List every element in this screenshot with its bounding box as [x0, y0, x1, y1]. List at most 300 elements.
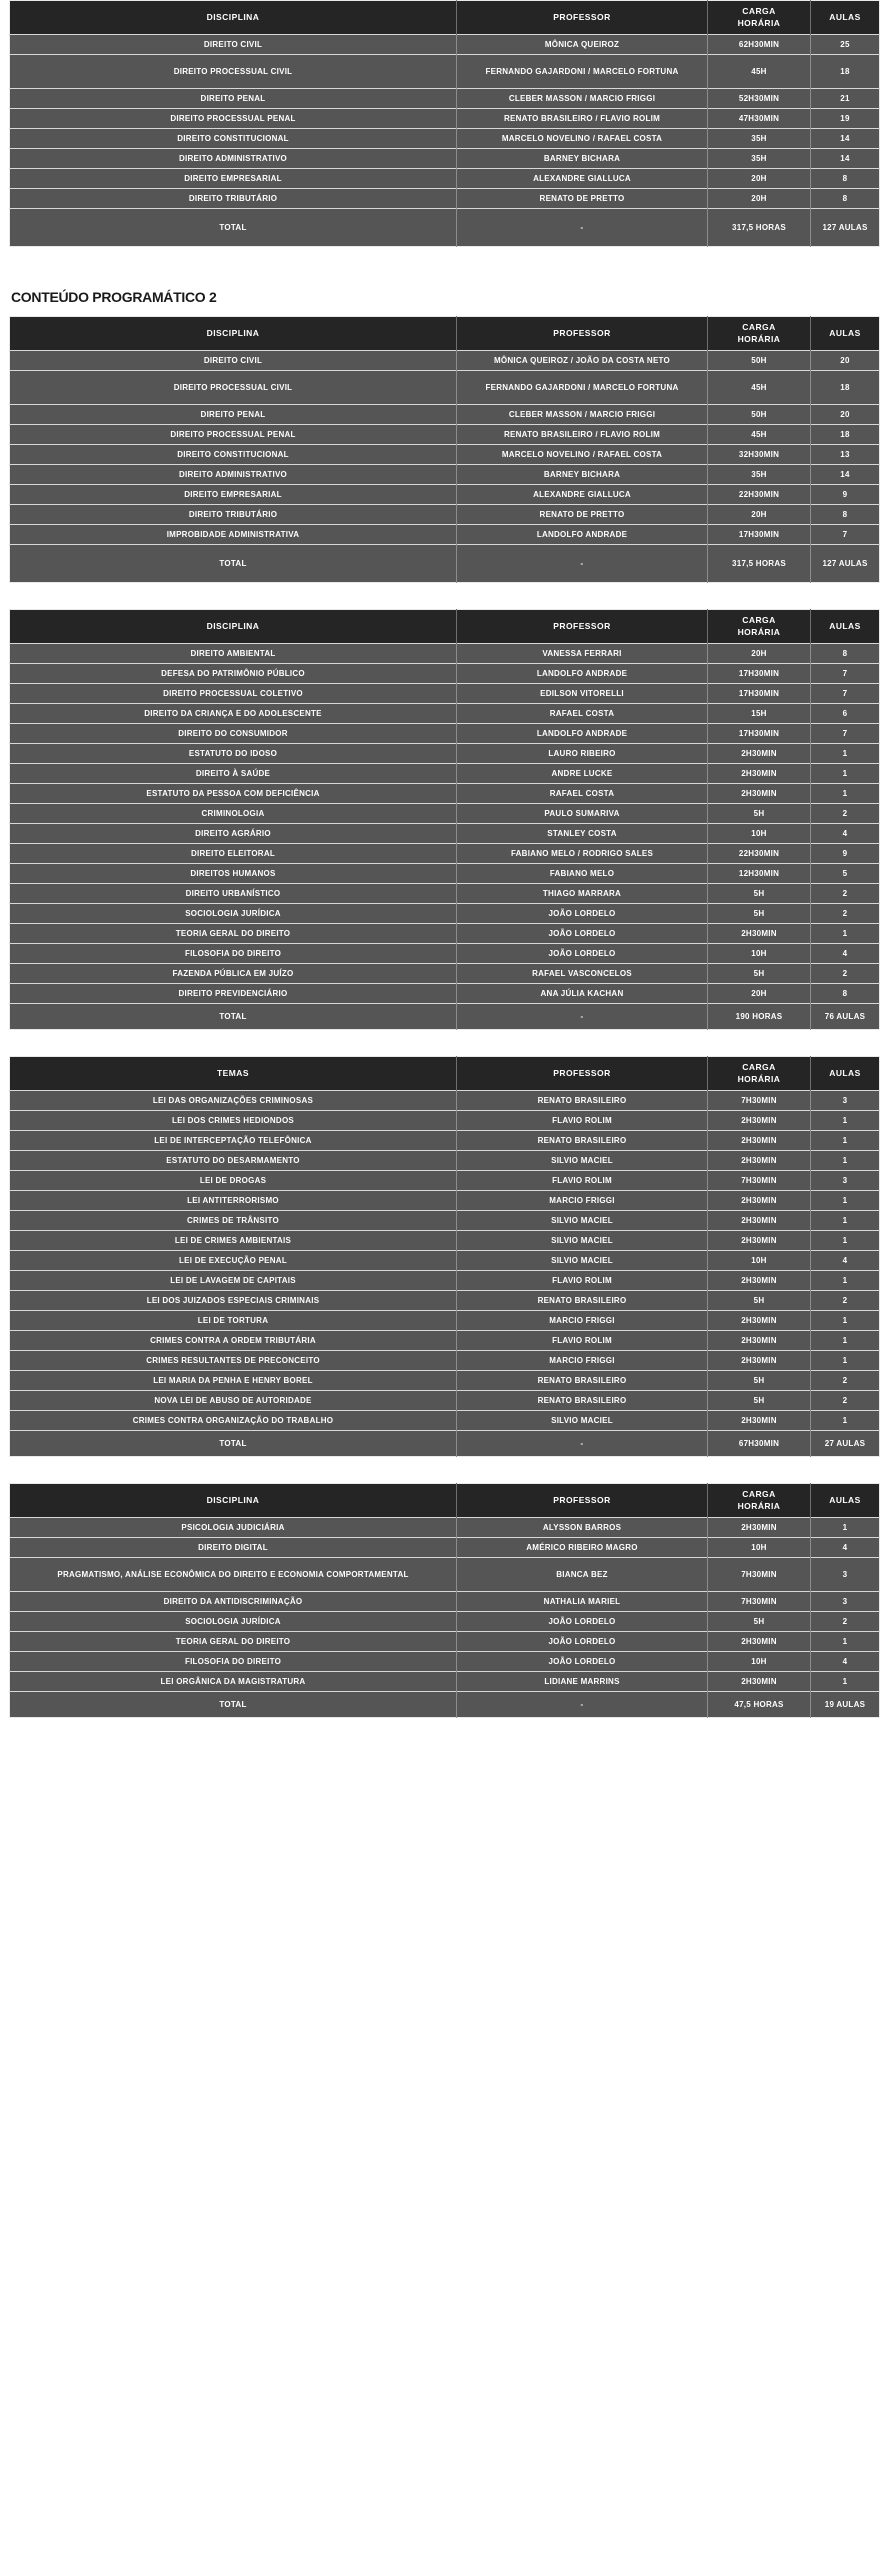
- table-row: [10, 824, 880, 844]
- cell-professor: CLEBER MASSON / MARCIO FRIGGI: [457, 405, 708, 425]
- cell-discipline: FILOSOFIA DO DIREITO: [10, 944, 457, 964]
- cell-discipline: DIREITO CIVIL: [10, 351, 457, 371]
- table-body: [10, 35, 880, 247]
- cell-carga-horaria: 17H30MIN: [708, 525, 811, 545]
- cell-aulas: 25: [811, 35, 880, 55]
- cell-aulas: 20: [811, 405, 880, 425]
- cell-carga-horaria: 32H30MIN: [708, 445, 811, 465]
- cell-professor: RENATO BRASILEIRO / FLAVIO ROLIM: [457, 425, 708, 445]
- cell-discipline: ESTATUTO DO IDOSO: [10, 744, 457, 764]
- cell-carga-horaria: 2H30MIN: [708, 764, 811, 784]
- column-header-carga-horaria: [708, 1057, 811, 1091]
- table-row: [10, 1191, 880, 1211]
- cell-professor: LANDOLFO ANDRADE: [457, 724, 708, 744]
- cell-carga-horaria: 7H30MIN: [708, 1558, 811, 1592]
- cell-professor: ANA JÚLIA KACHAN: [457, 984, 708, 1004]
- column-header-aulas: AULAS: [811, 1484, 880, 1518]
- column-header-carga-horaria: [708, 1, 811, 35]
- cell-carga-horaria: 2H30MIN: [708, 924, 811, 944]
- cell-aulas: 8: [811, 189, 880, 209]
- cell-discipline: DIREITO DA CRIANÇA E DO ADOLESCENTE: [10, 704, 457, 724]
- cell-professor: FLAVIO ROLIM: [457, 1111, 708, 1131]
- table-row: [10, 1311, 880, 1331]
- cell-carga-horaria: 2H30MIN: [708, 1331, 811, 1351]
- cell-discipline: DIREITO PREVIDENCIÁRIO: [10, 984, 457, 1004]
- cell-professor: FLAVIO ROLIM: [457, 1271, 708, 1291]
- cell-carga-horaria: 47H30MIN: [708, 109, 811, 129]
- cell-professor: LIDIANE MARRINS: [457, 1672, 708, 1692]
- cell-aulas: 9: [811, 844, 880, 864]
- cell-total-carga-horaria: 67H30MIN: [708, 1431, 811, 1457]
- table-row: [10, 129, 880, 149]
- cell-professor: RENATO BRASILEIRO / FLAVIO ROLIM: [457, 109, 708, 129]
- cell-aulas: 1: [811, 744, 880, 764]
- column-header-carga-horaria: [708, 317, 811, 351]
- cell-aulas: 18: [811, 371, 880, 405]
- section-title-conteudo-programatico-2: CONTEÚDO PROGRAMÁTICO 2: [11, 289, 217, 305]
- cell-total-label: TOTAL: [10, 1692, 457, 1718]
- carga-horaria-line-2: HORÁRIA: [737, 1073, 781, 1084]
- table-row: [10, 964, 880, 984]
- table-total-row: [10, 1692, 880, 1718]
- cell-aulas: 1: [811, 1151, 880, 1171]
- cell-discipline: DIREITO CONSTITUCIONAL: [10, 445, 457, 465]
- cell-carga-horaria: 20H: [708, 644, 811, 664]
- cell-professor: CLEBER MASSON / MARCIO FRIGGI: [457, 89, 708, 109]
- table-row: [10, 1211, 880, 1231]
- cell-professor: RENATO BRASILEIRO: [457, 1371, 708, 1391]
- table-row: [10, 405, 880, 425]
- cell-carga-horaria: 5H: [708, 904, 811, 924]
- cell-total-aulas: 76 AULAS: [811, 1004, 880, 1030]
- cell-aulas: 1: [811, 784, 880, 804]
- table-header: [10, 610, 880, 644]
- cell-total-professor: -: [457, 1431, 708, 1457]
- cell-discipline: LEI ORGÂNICA DA MAGISTRATURA: [10, 1672, 457, 1692]
- cell-aulas: 2: [811, 884, 880, 904]
- cell-carga-horaria: 35H: [708, 149, 811, 169]
- table-row: [10, 984, 880, 1004]
- cell-aulas: 5: [811, 864, 880, 884]
- cell-carga-horaria: 35H: [708, 465, 811, 485]
- cell-discipline: DIREITO DIGITAL: [10, 1538, 457, 1558]
- table-row: [10, 1371, 880, 1391]
- cell-total-aulas: 127 AULAS: [811, 209, 880, 247]
- cell-total-carga-horaria: 317,5 HORAS: [708, 209, 811, 247]
- table-header: [10, 1057, 880, 1091]
- table-header-row: [10, 610, 880, 644]
- cell-aulas: 1: [811, 1632, 880, 1652]
- table-row: [10, 884, 880, 904]
- cell-professor: RENATO BRASILEIRO: [457, 1131, 708, 1151]
- cell-total-label: TOTAL: [10, 545, 457, 583]
- cell-discipline: LEI DE CRIMES AMBIENTAIS: [10, 1231, 457, 1251]
- cell-carga-horaria: 17H30MIN: [708, 684, 811, 704]
- table-row: [10, 1632, 880, 1652]
- cell-discipline: CRIMES CONTRA A ORDEM TRIBUTÁRIA: [10, 1331, 457, 1351]
- cell-aulas: 7: [811, 525, 880, 545]
- cell-professor: VANESSA FERRARI: [457, 644, 708, 664]
- cell-discipline: LEI DOS JUIZADOS ESPECIAIS CRIMINAIS: [10, 1291, 457, 1311]
- cell-aulas: 2: [811, 1612, 880, 1632]
- cell-professor: RAFAEL COSTA: [457, 784, 708, 804]
- cell-aulas: 8: [811, 169, 880, 189]
- cell-carga-horaria: 7H30MIN: [708, 1592, 811, 1612]
- cell-discipline: DIREITO ADMINISTRATIVO: [10, 465, 457, 485]
- table-row: [10, 109, 880, 129]
- table-row: [10, 704, 880, 724]
- cell-discipline: DIREITO PROCESSUAL CIVIL: [10, 55, 457, 89]
- cell-discipline: DIREITO PENAL: [10, 89, 457, 109]
- cell-carga-horaria: 20H: [708, 984, 811, 1004]
- table-total-row: [10, 209, 880, 247]
- cell-discipline: DIREITO PROCESSUAL PENAL: [10, 425, 457, 445]
- cell-professor: JOÃO LORDELO: [457, 1632, 708, 1652]
- cell-carga-horaria: 5H: [708, 1612, 811, 1632]
- cell-discipline: LEI DE INTERCEPTAÇÃO TELEFÔNICA: [10, 1131, 457, 1151]
- cell-professor: ANDRE LUCKE: [457, 764, 708, 784]
- table-row: [10, 764, 880, 784]
- cell-carga-horaria: 2H30MIN: [708, 1632, 811, 1652]
- cell-aulas: 7: [811, 684, 880, 704]
- cell-discipline: DIREITO ADMINISTRATIVO: [10, 149, 457, 169]
- table-body: [10, 1518, 880, 1718]
- table-header: [10, 1, 880, 35]
- schedule-table-3: [9, 609, 880, 1030]
- cell-total-aulas: 27 AULAS: [811, 1431, 880, 1457]
- cell-carga-horaria: 10H: [708, 1652, 811, 1672]
- cell-carga-horaria: 15H: [708, 704, 811, 724]
- cell-discipline: DIREITO DA ANTIDISCRIMINAÇÃO: [10, 1592, 457, 1612]
- cell-discipline: DIREITO CONSTITUCIONAL: [10, 129, 457, 149]
- cell-discipline: LEI DE LAVAGEM DE CAPITAIS: [10, 1271, 457, 1291]
- cell-aulas: 8: [811, 505, 880, 525]
- cell-total-label: TOTAL: [10, 1431, 457, 1457]
- cell-aulas: 1: [811, 1131, 880, 1151]
- cell-discipline: LEI DE EXECUÇÃO PENAL: [10, 1251, 457, 1271]
- table-row: [10, 89, 880, 109]
- cell-discipline: DEFESA DO PATRIMÔNIO PÚBLICO: [10, 664, 457, 684]
- column-header-professor: PROFESSOR: [457, 1484, 708, 1518]
- cell-aulas: 3: [811, 1091, 880, 1111]
- cell-professor: RAFAEL COSTA: [457, 704, 708, 724]
- schedule-table-4: [9, 1056, 880, 1457]
- cell-professor: AMÉRICO RIBEIRO MAGRO: [457, 1538, 708, 1558]
- cell-professor: JOÃO LORDELO: [457, 904, 708, 924]
- cell-discipline: TEORIA GERAL DO DIREITO: [10, 1632, 457, 1652]
- cell-carga-horaria: 2H30MIN: [708, 1211, 811, 1231]
- cell-discipline: DIREITO AMBIENTAL: [10, 644, 457, 664]
- table-header-row: [10, 1484, 880, 1518]
- cell-discipline: CRIMES CONTRA ORGANIZAÇÃO DO TRABALHO: [10, 1411, 457, 1431]
- carga-horaria-line-1: CARGA: [742, 1062, 776, 1073]
- cell-carga-horaria: 20H: [708, 189, 811, 209]
- cell-aulas: 1: [811, 1271, 880, 1291]
- cell-professor: RENATO BRASILEIRO: [457, 1391, 708, 1411]
- table-row: [10, 1171, 880, 1191]
- cell-carga-horaria: 5H: [708, 1371, 811, 1391]
- table-row: [10, 1672, 880, 1692]
- cell-professor: LANDOLFO ANDRADE: [457, 525, 708, 545]
- cell-professor: FERNANDO GAJARDONI / MARCELO FORTUNA: [457, 371, 708, 405]
- column-header-discipline: TEMAS: [10, 1057, 457, 1091]
- table-header-row: [10, 317, 880, 351]
- column-header-professor: PROFESSOR: [457, 317, 708, 351]
- cell-professor: MARCIO FRIGGI: [457, 1351, 708, 1371]
- table-body: [10, 351, 880, 583]
- cell-carga-horaria: 2H30MIN: [708, 1411, 811, 1431]
- cell-discipline: NOVA LEI DE ABUSO DE AUTORIDADE: [10, 1391, 457, 1411]
- cell-aulas: 1: [811, 1518, 880, 1538]
- table-row: [10, 505, 880, 525]
- cell-carga-horaria: 17H30MIN: [708, 724, 811, 744]
- cell-aulas: 14: [811, 149, 880, 169]
- cell-aulas: 3: [811, 1171, 880, 1191]
- cell-professor: PAULO SUMARIVA: [457, 804, 708, 824]
- table-row: [10, 1518, 880, 1538]
- cell-professor: BIANCA BEZ: [457, 1558, 708, 1592]
- cell-discipline: FAZENDA PÚBLICA EM JUÍZO: [10, 964, 457, 984]
- cell-professor: RENATO DE PRETTO: [457, 505, 708, 525]
- carga-horaria-line-1: CARGA: [742, 1489, 776, 1500]
- table-row: [10, 1538, 880, 1558]
- table-header-row: [10, 1, 880, 35]
- table-row: [10, 1391, 880, 1411]
- cell-discipline: SOCIOLOGIA JURÍDICA: [10, 1612, 457, 1632]
- column-header-discipline: DISCIPLINA: [10, 610, 457, 644]
- cell-carga-horaria: 7H30MIN: [708, 1171, 811, 1191]
- cell-aulas: 4: [811, 944, 880, 964]
- column-header-professor: PROFESSOR: [457, 1, 708, 35]
- cell-carga-horaria: 22H30MIN: [708, 844, 811, 864]
- cell-discipline: DIREITO PROCESSUAL COLETIVO: [10, 684, 457, 704]
- table-header: [10, 1484, 880, 1518]
- cell-professor: NATHALIA MARIEL: [457, 1592, 708, 1612]
- cell-discipline: TEORIA GERAL DO DIREITO: [10, 924, 457, 944]
- cell-aulas: 1: [811, 1231, 880, 1251]
- table-row: [10, 724, 880, 744]
- table-row: [10, 844, 880, 864]
- cell-carga-horaria: 2H30MIN: [708, 1191, 811, 1211]
- cell-discipline: LEI DOS CRIMES HEDIONDOS: [10, 1111, 457, 1131]
- cell-professor: MÔNICA QUEIROZ / JOÃO DA COSTA NETO: [457, 351, 708, 371]
- cell-discipline: LEI DE DROGAS: [10, 1171, 457, 1191]
- cell-discipline: DIREITO PROCESSUAL PENAL: [10, 109, 457, 129]
- cell-aulas: 2: [811, 964, 880, 984]
- carga-horaria-line-2: HORÁRIA: [737, 1500, 781, 1511]
- cell-aulas: 18: [811, 425, 880, 445]
- table-row: [10, 1331, 880, 1351]
- cell-carga-horaria: 22H30MIN: [708, 485, 811, 505]
- cell-professor: THIAGO MARRARA: [457, 884, 708, 904]
- cell-aulas: 14: [811, 465, 880, 485]
- cell-carga-horaria: 10H: [708, 944, 811, 964]
- carga-horaria-line-1: CARGA: [742, 6, 776, 17]
- cell-discipline: DIREITO EMPRESARIAL: [10, 169, 457, 189]
- carga-horaria-line-2: HORÁRIA: [737, 626, 781, 637]
- cell-aulas: 1: [811, 1411, 880, 1431]
- cell-discipline: DIREITO AGRÁRIO: [10, 824, 457, 844]
- table-row: [10, 55, 880, 89]
- table-row: [10, 1251, 880, 1271]
- cell-carga-horaria: 50H: [708, 405, 811, 425]
- cell-carga-horaria: 45H: [708, 425, 811, 445]
- cell-total-professor: -: [457, 209, 708, 247]
- cell-carga-horaria: 5H: [708, 1391, 811, 1411]
- table-row: [10, 1291, 880, 1311]
- cell-professor: ALEXANDRE GIALLUCA: [457, 485, 708, 505]
- cell-total-label: TOTAL: [10, 1004, 457, 1030]
- cell-aulas: 1: [811, 764, 880, 784]
- cell-aulas: 7: [811, 664, 880, 684]
- cell-aulas: 1: [811, 924, 880, 944]
- cell-discipline: DIREITO PROCESSUAL CIVIL: [10, 371, 457, 405]
- cell-carga-horaria: 2H30MIN: [708, 1311, 811, 1331]
- cell-carga-horaria: 2H30MIN: [708, 1231, 811, 1251]
- cell-discipline: IMPROBIDADE ADMINISTRATIVA: [10, 525, 457, 545]
- cell-total-carga-horaria: 190 HORAS: [708, 1004, 811, 1030]
- cell-aulas: 4: [811, 824, 880, 844]
- cell-aulas: 21: [811, 89, 880, 109]
- cell-professor: FLAVIO ROLIM: [457, 1171, 708, 1191]
- schedule-table-1: [9, 0, 880, 247]
- table-row: [10, 371, 880, 405]
- table-row: [10, 1351, 880, 1371]
- table-row: [10, 525, 880, 545]
- carga-horaria-line-2: HORÁRIA: [737, 17, 781, 28]
- schedule-table-5: [9, 1483, 880, 1718]
- cell-carga-horaria: 10H: [708, 1538, 811, 1558]
- cell-professor: MARCIO FRIGGI: [457, 1191, 708, 1211]
- column-header-aulas: AULAS: [811, 610, 880, 644]
- cell-carga-horaria: 2H30MIN: [708, 1271, 811, 1291]
- cell-professor: SILVIO MACIEL: [457, 1251, 708, 1271]
- cell-professor: BARNEY BICHARA: [457, 149, 708, 169]
- cell-discipline: SOCIOLOGIA JURÍDICA: [10, 904, 457, 924]
- cell-discipline: DIREITO ELEITORAL: [10, 844, 457, 864]
- table-header: [10, 317, 880, 351]
- cell-carga-horaria: 12H30MIN: [708, 864, 811, 884]
- table-row: [10, 864, 880, 884]
- cell-carga-horaria: 7H30MIN: [708, 1091, 811, 1111]
- cell-discipline: CRIMES DE TRÂNSITO: [10, 1211, 457, 1231]
- cell-aulas: 2: [811, 1291, 880, 1311]
- cell-total-label: TOTAL: [10, 209, 457, 247]
- cell-carga-horaria: 2H30MIN: [708, 1672, 811, 1692]
- cell-professor: JOÃO LORDELO: [457, 944, 708, 964]
- cell-professor: RAFAEL VASCONCELOS: [457, 964, 708, 984]
- table-row: [10, 944, 880, 964]
- table-total-row: [10, 545, 880, 583]
- cell-total-professor: -: [457, 1004, 708, 1030]
- cell-carga-horaria: 50H: [708, 351, 811, 371]
- cell-total-professor: -: [457, 545, 708, 583]
- table-row: [10, 1091, 880, 1111]
- cell-carga-horaria: 5H: [708, 1291, 811, 1311]
- cell-carga-horaria: 2H30MIN: [708, 1518, 811, 1538]
- table-row: [10, 149, 880, 169]
- column-header-discipline: DISCIPLINA: [10, 1484, 457, 1518]
- table-row: [10, 1612, 880, 1632]
- cell-carga-horaria: 10H: [708, 1251, 811, 1271]
- cell-total-aulas: 127 AULAS: [811, 545, 880, 583]
- column-header-aulas: AULAS: [811, 317, 880, 351]
- cell-professor: SILVIO MACIEL: [457, 1151, 708, 1171]
- cell-carga-horaria: 20H: [708, 169, 811, 189]
- column-header-aulas: AULAS: [811, 1, 880, 35]
- table-row: [10, 784, 880, 804]
- cell-aulas: 4: [811, 1652, 880, 1672]
- cell-carga-horaria: 2H30MIN: [708, 1111, 811, 1131]
- cell-carga-horaria: 5H: [708, 964, 811, 984]
- cell-carga-horaria: 45H: [708, 55, 811, 89]
- table-row: [10, 169, 880, 189]
- table-row: [10, 1558, 880, 1592]
- cell-discipline: DIREITO TRIBUTÁRIO: [10, 189, 457, 209]
- cell-carga-horaria: 2H30MIN: [708, 1351, 811, 1371]
- carga-horaria-line-1: CARGA: [742, 322, 776, 333]
- cell-carga-horaria: 62H30MIN: [708, 35, 811, 55]
- column-header-discipline: DISCIPLINA: [10, 1, 457, 35]
- schedule-table-2: [9, 316, 880, 583]
- cell-carga-horaria: 2H30MIN: [708, 784, 811, 804]
- cell-aulas: 18: [811, 55, 880, 89]
- table-row: [10, 744, 880, 764]
- column-header-carga-horaria: [708, 610, 811, 644]
- cell-professor: EDILSON VITORELLI: [457, 684, 708, 704]
- cell-aulas: 14: [811, 129, 880, 149]
- cell-professor: MARCELO NOVELINO / RAFAEL COSTA: [457, 445, 708, 465]
- cell-professor: RENATO BRASILEIRO: [457, 1291, 708, 1311]
- cell-professor: JOÃO LORDELO: [457, 1612, 708, 1632]
- cell-professor: BARNEY BICHARA: [457, 465, 708, 485]
- table-row: [10, 35, 880, 55]
- table-row: [10, 445, 880, 465]
- cell-discipline: DIREITO CIVIL: [10, 35, 457, 55]
- cell-aulas: 7: [811, 724, 880, 744]
- carga-horaria-line-2: HORÁRIA: [737, 333, 781, 344]
- table-row: [10, 1131, 880, 1151]
- cell-professor: JOÃO LORDELO: [457, 1652, 708, 1672]
- carga-horaria-line-1: CARGA: [742, 615, 776, 626]
- cell-discipline: CRIMINOLOGIA: [10, 804, 457, 824]
- cell-carga-horaria: 10H: [708, 824, 811, 844]
- cell-carga-horaria: 5H: [708, 804, 811, 824]
- cell-carga-horaria: 2H30MIN: [708, 744, 811, 764]
- cell-carga-horaria: 2H30MIN: [708, 1131, 811, 1151]
- cell-discipline: DIREITO EMPRESARIAL: [10, 485, 457, 505]
- column-header-discipline: DISCIPLINA: [10, 317, 457, 351]
- table-header-row: [10, 1057, 880, 1091]
- cell-carga-horaria: 5H: [708, 884, 811, 904]
- table-row: [10, 644, 880, 664]
- cell-discipline: PSICOLOGIA JUDICIÁRIA: [10, 1518, 457, 1538]
- cell-professor: FERNANDO GAJARDONI / MARCELO FORTUNA: [457, 55, 708, 89]
- table-body: [10, 644, 880, 1030]
- table-row: [10, 684, 880, 704]
- cell-total-aulas: 19 AULAS: [811, 1692, 880, 1718]
- cell-aulas: 1: [811, 1672, 880, 1692]
- table-row: [10, 485, 880, 505]
- cell-professor: SILVIO MACIEL: [457, 1211, 708, 1231]
- cell-aulas: 13: [811, 445, 880, 465]
- cell-aulas: 1: [811, 1191, 880, 1211]
- table-row: [10, 664, 880, 684]
- cell-aulas: 1: [811, 1111, 880, 1131]
- table-row: [10, 1111, 880, 1131]
- cell-discipline: LEI DE TORTURA: [10, 1311, 457, 1331]
- cell-discipline: LEI ANTITERRORISMO: [10, 1191, 457, 1211]
